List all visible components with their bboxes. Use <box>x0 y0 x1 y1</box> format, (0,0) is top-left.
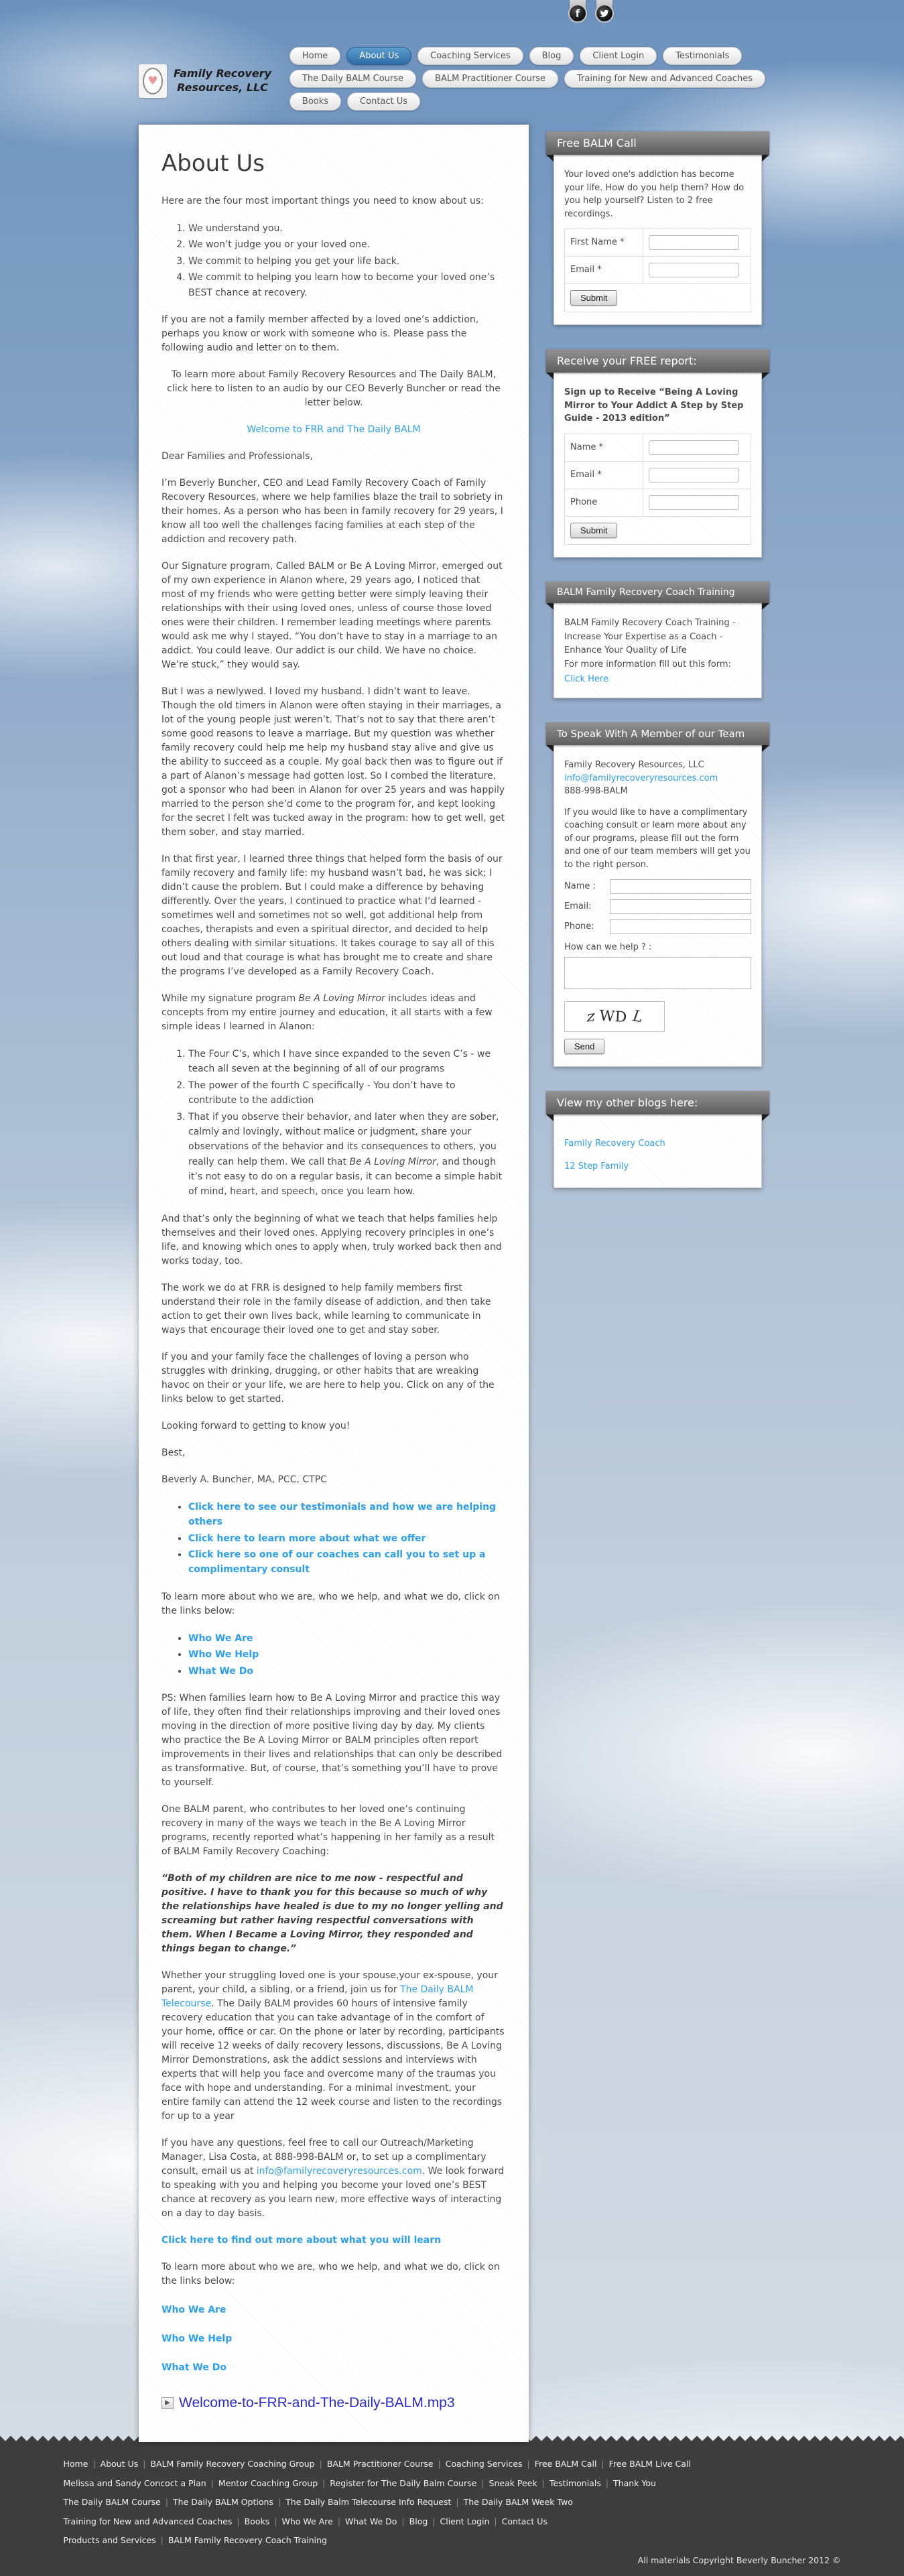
nav-item-balm-practitioner-course[interactable]: BALM Practitioner Course <box>422 70 558 88</box>
paragraph-challenges: If you and your family face the challenges of loving a person who struggles with drinking, drugging, or other habits that are wreaking havoc on their or your life, we are here to help you. Click on any of the links below to get started. <box>162 1351 495 1405</box>
report-signup-text: Sign up to Receive “Being A Loving Mirror to Your Addict A Step by Step Guide - 2013 edition” <box>564 387 744 424</box>
footer-link[interactable]: The Daily Balm Telecourse Info Request | <box>285 2497 463 2507</box>
paragraph-first-year: In that first year, I learned three things that helped form the basis of our family recovery and family life: my husband wasn’t bad, he was sick; I didn’t cause the problem. But I could make a difference by behaving differently. Over the years, I continued to practice what I’d learned - sometimes well and sometimes not so well, got additional help from coaches, therapists and even a spiritual director, and decided to help others dealing with similar situations. It takes courage to say all of this out loud and that courage is what has brought me to create and share the programs I’ve developed as a Family Recovery Coach. <box>162 853 503 977</box>
brand-logo <box>139 64 167 98</box>
training-line-3: For more information fill out this form: <box>564 659 731 669</box>
report-form <box>564 434 751 545</box>
widget-header: Receive your FREE report: <box>546 349 769 373</box>
email-label: Email * <box>565 257 643 284</box>
footer-link[interactable]: BALM Family Recovery Coaching Group | <box>150 2459 326 2469</box>
footer-links <box>64 2455 841 2549</box>
name-label: Name : <box>564 881 596 892</box>
team-org-name: Family Recovery Resources, LLC <box>564 760 704 770</box>
widget-other-blogs <box>554 1091 762 1188</box>
email-input[interactable] <box>649 263 739 277</box>
nav-row-1 <box>289 47 765 65</box>
footer-link[interactable]: Who We Are | <box>282 2516 346 2526</box>
footer-link[interactable]: Melissa and Sandy Concoct a Plan | <box>64 2478 218 2488</box>
click-here-link[interactable]: Click Here <box>564 673 608 684</box>
footer-link[interactable]: Contact Us <box>501 2516 547 2526</box>
footer-link[interactable]: Free BALM Live Call <box>608 2458 691 2469</box>
nav-item-training-coaches[interactable]: Training for New and Advanced Coaches <box>564 70 765 88</box>
nav-item-contact-us[interactable]: Contact Us <box>347 92 420 111</box>
page-container <box>139 0 765 2442</box>
paragraph-pass-on: If you are not a family member affected by a loved one’s addiction, perhaps you know or work with someone who is. Please pass the following audio and letter on to them. <box>162 314 479 353</box>
footer-link[interactable]: Thank You <box>613 2477 656 2488</box>
widget-speak-with-team <box>554 722 762 1067</box>
facebook-hanger <box>568 0 588 23</box>
brand-name <box>174 67 271 95</box>
facebook-icon[interactable] <box>568 4 587 23</box>
cta-links-list <box>188 1500 506 1577</box>
footer-row-4 <box>64 2512 841 2530</box>
footer-row-1 <box>64 2455 841 2472</box>
paragraph-frr-work: The work we do at FRR is designed to help family members first understand their role in the family disease of addiction, and then take action to get their own lives back, while learning to communicate in ways that encourage their loved one to get and stay sober. <box>162 1282 491 1336</box>
about-content <box>139 125 529 2442</box>
footer-link[interactable]: Products and Services | <box>64 2535 168 2545</box>
who-we-are-link[interactable]: Who We Are <box>162 2304 227 2315</box>
page-title: About Us <box>162 150 265 177</box>
email-label: Email * <box>565 461 643 489</box>
footer-row-5 <box>64 2531 841 2549</box>
mp3-link[interactable]: Welcome-to-FRR-and-The-Daily-BALM.mp3 <box>179 2394 455 2410</box>
copyright-text: All materials Copyright Beverly Buncher 2012 © <box>637 2555 841 2565</box>
footer-link[interactable]: The Daily BALM Options | <box>173 2497 285 2507</box>
site-header <box>139 0 765 125</box>
footer-link[interactable]: Sneak Peek | <box>489 2478 550 2488</box>
phone-label: Phone <box>565 489 643 516</box>
balm-italic: Be A Loving Mirror <box>349 1156 436 1167</box>
who-links-list <box>188 1631 506 1679</box>
paragraph-whether: Whether your struggling loved one is your spouse,your ex-spouse, your parent, your child, a sibling, or a friend, join us for The Daily BALM Telecourse. The Daily BALM provides 60 hours of intensive family recovery education that you can take advantage of in the comfort of your home, office or car. On the phone or later by recording, participants will receive 12 weeks of daily recovery lessons, discussions, Be A Loving Mirror Demonstrations, ask the addict sessions and interviews with experts that will help you face and overcome many of the traumas you face with hope and understanding. For a minimal investment, your entire family can attend the 12 week course and listen to the recordings for up to a year <box>162 1970 505 2122</box>
daily-balm-telecourse-link[interactable]: The Daily BALM Telecourse <box>162 1984 474 2009</box>
paragraph-best: Best, <box>162 1447 186 1458</box>
footer-link[interactable]: Training for New and Advanced Coaches | <box>64 2516 245 2526</box>
paragraph-ps: PS: When families learn how to Be A Loving Mirror and practice this way of life, they often find their relationships improving and their loved ones moving in the direction of more positive living day by day. My clients who practice the Be A Loving Mirror or BALM principles often report improvements in their lives and relationships that can only be described as transformative. But, of course, that’s something you’ll have to prove to yourself. <box>162 1692 503 1788</box>
paragraph-one-balm-parent: One BALM parent, who contributes to her loved one’s continuing recovery in many of the ways we teach in the Be A Loving Mirror programs, recently reported what’s happening in her family as a result of BALM Family Recovery Coaching: <box>162 1803 495 1857</box>
paragraph-beginning: And that’s only the beginning of what we teach that helps families help themselves and their loved ones. Applying recovery principles in one’s life, and knowing which ones to apply when, truly worked back then and works today, too. <box>162 1213 502 1267</box>
help-textarea[interactable] <box>564 957 751 989</box>
nav-item-coaching-services[interactable]: Coaching Services <box>417 47 523 65</box>
footer-link[interactable]: The Daily BALM Week Two <box>463 2497 573 2508</box>
list-item: 2. We won’t judge you or your loved one. <box>188 237 506 252</box>
footer-link[interactable]: Register for The Daily Balm Course | <box>330 2478 489 2488</box>
name-label: Name * <box>565 434 643 461</box>
paragraph-beverly-intro: I’m Beverly Buncher, CEO and Lead Family Recovery Coach of Family Recovery Resources, where we help families blaze the trail to sobriety in their homes. As a person who has been in family recovery for 29 years, I know all too well the challenges facing families at each step of the addiction and recovery path. <box>162 477 503 545</box>
footer-link[interactable]: What We Do | <box>345 2516 409 2526</box>
twitter-bird-glyph <box>600 9 609 18</box>
name-input[interactable] <box>610 879 751 894</box>
widget-free-report <box>554 349 762 558</box>
team-body-text: If you would like to have a complimentary coaching consult or learn more about any of our programs, please fill out the form and one of our team members will get you to the right person. <box>564 807 751 870</box>
widget-body-text: Your loved one's addiction has become your life. How do you help them? How do you help yourself? Listen to 2 free recordings. <box>564 170 745 219</box>
find-out-more-link[interactable]: Click here to find out more about what you will learn <box>162 2234 442 2246</box>
footer-row-2 <box>64 2474 841 2492</box>
parent-quote: “Both of my children are nice to me now - respectful and positive. I have to thank you for this because so much of why the relationships have healed is due to my no longer yelling and screaming but rather having respectful conversations with them. When I Became a Loving Mirror, they responded and things began to change.” <box>162 1872 503 1954</box>
email-link[interactable]: info@familyrecoveryresources.com <box>256 2165 422 2177</box>
twitter-icon[interactable] <box>595 4 614 23</box>
training-line-2: Increase Your Expertise as a Coach - Enhance Your Quality of Life <box>564 632 723 655</box>
footer-link[interactable]: Mentor Coaching Group | <box>218 2478 330 2488</box>
widget-free-balm-call <box>554 131 762 325</box>
social-bar <box>568 0 615 23</box>
nav-item-home[interactable]: Home <box>289 47 340 65</box>
footer-link[interactable]: The Daily BALM Course | <box>64 2497 174 2507</box>
footer-link[interactable]: Coaching Services | <box>446 2459 535 2469</box>
footer-link[interactable]: BALM Family Recovery Coach Training <box>168 2535 327 2546</box>
main-nav <box>289 47 765 115</box>
complimentary-consult-link[interactable]: Click here so one of our coaches can call you to set up a complimentary consult <box>188 1549 486 1575</box>
list-item: 2. The power of the fourth C specifically - You don’t have to contribute to the addiction <box>188 1078 506 1108</box>
name-input[interactable] <box>649 440 739 455</box>
nav-item-testimonials[interactable]: Testimonials <box>663 47 742 65</box>
welcome-audio-link[interactable]: Welcome to FRR and The Daily BALM <box>247 424 421 435</box>
submit-button[interactable]: Submit <box>570 523 617 538</box>
intro-text: Here are the four most important things you need to know about us: <box>162 196 484 206</box>
email-input[interactable] <box>610 899 751 914</box>
audio-player-row <box>162 2395 506 2411</box>
paragraph-learn-audio: To learn more about Family Recovery Resources and The Daily BALM, click here to listen to an audio by our CEO Beverly Buncher or read the letter below. <box>167 369 501 408</box>
paragraph-while-signature: While my signature program Be A Loving Mirror includes ideas and concepts from my entire journey and education, it all starts with a few simple ideas I learned in Alanon: <box>162 992 493 1032</box>
sidebar <box>554 125 762 1212</box>
nav-item-blog[interactable]: Blog <box>529 47 574 65</box>
paragraph-dear: Dear Families and Professionals, <box>162 450 313 462</box>
paragraph-newlywed: But I was a newlywed. I loved my husband. I didn’t want to leave. Though the old timers in Alanon were often staying in their marriages, a lot of the young people just weren’t. That’s not to say that there aren’t some good reasons to leave a marriage. But my question was whether family recovery could help me help my husband stay alive and give us the ability to succeed as a couple. My goal back then was to figure out if a part of Alanon’s message had gotten lost. So I combed the literature, got a sponsor who had been in Alanon for over 25 years and was happily married to the person she’d come to the program for, and kept looking for the secret I felt was tucked away in the program: how to get well, get them sober, and stay married. <box>162 686 505 838</box>
footer-link[interactable]: Home | <box>64 2459 101 2469</box>
paragraph-signature-name: Beverly A. Buncher, MA, PCC, CTPC <box>162 1474 327 1485</box>
first-name-label: First Name * <box>565 229 643 257</box>
brand[interactable] <box>139 47 289 115</box>
paragraph-questions: If you have any questions, feel free to call our Outreach/Marketing Manager, Lisa Costa, at 888-998-BALM or, to set up a complimentary consult, email us at info@familyrecoveryresources.com. We look forward to speaking with you and helping you become your loved one’s BEST chance at recovery as you learn new, more effective ways of interacting on a day to day basis. <box>162 2137 504 2219</box>
footer-link[interactable]: Free BALM Call | <box>535 2459 609 2469</box>
site-footer <box>0 2443 904 2576</box>
brand-line1: Family Recovery <box>174 67 271 80</box>
footer-link[interactable]: Testimonials | <box>550 2478 613 2488</box>
footer-link[interactable]: Client Login | <box>440 2516 502 2526</box>
main-area <box>139 125 765 2442</box>
footer-zone <box>0 2435 904 2576</box>
widget-coach-training <box>554 582 762 699</box>
team-phone-row <box>564 919 751 934</box>
nav-item-about-us[interactable]: About Us <box>346 47 411 65</box>
email-input[interactable] <box>649 468 739 482</box>
list-item: 4. We commit to helping you learn how to become your loved one’s BEST chance at recovery. <box>188 270 506 300</box>
footer-link[interactable]: Books | <box>245 2516 282 2526</box>
team-email-row <box>564 899 751 914</box>
widget-header: View my other blogs here: <box>546 1091 769 1114</box>
widget-header: To Speak With A Member of our Team <box>546 722 769 745</box>
team-email-link[interactable]: info@familyrecoveryresources.com <box>564 773 718 783</box>
twelve-step-family-blog-link[interactable]: 12 Step Family <box>564 1161 629 1171</box>
phone-input[interactable] <box>649 495 739 510</box>
list-item: 3. That if you observe their behavior, and later when they are sober, calmly and lovingly, without malice or judgment, share your observations of the behavior and its consequences to others, you really can help them. We call that Be A Loving Mirror, and though it’s not easy to do on a regular basis, it can become a simple habit of mind, heart, and speech, once you learn how. <box>188 1110 506 1200</box>
nav-item-daily-balm-course[interactable]: The Daily BALM Course <box>289 70 416 88</box>
team-phone: 888-998-BALM <box>564 786 628 796</box>
family-recovery-coach-blog-link[interactable]: Family Recovery Coach <box>564 1139 665 1149</box>
team-name-row <box>564 879 751 894</box>
who-we-help-link[interactable]: Who We Help <box>162 2333 233 2344</box>
nav-row-2 <box>289 70 765 88</box>
list-item: 1. The Four C’s, which I have since expanded to the seven C’s - we teach all seven at the beginning of all of our programs <box>188 1047 506 1077</box>
play-icon[interactable]: ▶ <box>162 2397 174 2409</box>
list-item: 3. We commit to helping you get your life back. <box>188 254 506 269</box>
phone-label: Phone: <box>564 921 594 932</box>
nav-row-3 <box>289 92 765 111</box>
footer-link[interactable]: About Us | <box>101 2459 151 2469</box>
balm-italic: Be A Loving Mirror <box>298 992 385 1004</box>
phone-input[interactable] <box>610 919 751 934</box>
what-we-do-link[interactable]: What We Do <box>162 2362 227 2373</box>
send-button[interactable]: Send <box>564 1039 604 1054</box>
twitter-hanger <box>594 0 615 23</box>
paragraph-links-below: To learn more about who we are, who we help, and what we do, click on the links below: <box>162 1591 500 1616</box>
paragraph-signature-program: Our Signature program, Called BALM or Be A Loving Mirror, emerged out of my own experience in Alanon where, 29 years ago, I noticed that most of my friends who were getting better were simply leaving their relationships with their using loved ones, unless of course those loved ones were their children. I remember leading meetings where parents would ask me why I stayed. “You don’t have to stay in a marriage to an addict. You could leave. Our addict is our child. We have no choice. We’re stuck,” they would say. <box>162 560 503 670</box>
simple-ideas-list <box>188 1047 506 1200</box>
paragraph-looking-forward: Looking forward to getting to know you! <box>162 1420 350 1431</box>
what-we-do-link[interactable]: What We Do <box>188 1665 253 1677</box>
brand-line2: Resources, LLC <box>177 81 268 94</box>
nav-item-client-login[interactable]: Client Login <box>580 47 657 65</box>
nav-item-books[interactable]: Books <box>289 92 341 111</box>
heart-icon: ♥ <box>147 74 158 88</box>
widget-header: BALM Family Recovery Coach Training <box>546 582 769 603</box>
help-label: How can we help ? : <box>564 942 652 952</box>
first-name-input[interactable] <box>649 235 739 250</box>
footer-link[interactable]: Blog | <box>409 2516 440 2526</box>
who-we-help-link[interactable]: Who We Help <box>188 1649 259 1661</box>
footer-link[interactable]: BALM Practitioner Course | <box>327 2459 446 2469</box>
who-we-are-link[interactable]: Who We Are <box>188 1632 253 1644</box>
list-item: 1. We understand you. <box>188 221 506 236</box>
email-label: Email: <box>564 901 592 912</box>
widget-header: Free BALM Call <box>546 131 769 155</box>
who-links-block <box>162 2303 506 2375</box>
submit-button[interactable]: Submit <box>570 290 617 306</box>
free-call-form <box>564 229 751 312</box>
training-line-1: BALM Family Recovery Coach Training - <box>564 617 736 628</box>
paragraph-links-below-2: To learn more about who we are, who we help, and what we do, click on the links below: <box>162 2261 500 2287</box>
captcha-image: z WD L <box>564 1001 665 1032</box>
what-we-offer-link[interactable]: Click here to learn more about what we offer <box>188 1533 426 1544</box>
facebook-glyph: f <box>575 7 580 19</box>
logo-oval <box>143 68 163 94</box>
four-things-list <box>188 221 506 300</box>
testimonials-link[interactable]: Click here to see our testimonials and how we are helping others <box>188 1501 497 1528</box>
footer-row-3 <box>64 2493 841 2510</box>
